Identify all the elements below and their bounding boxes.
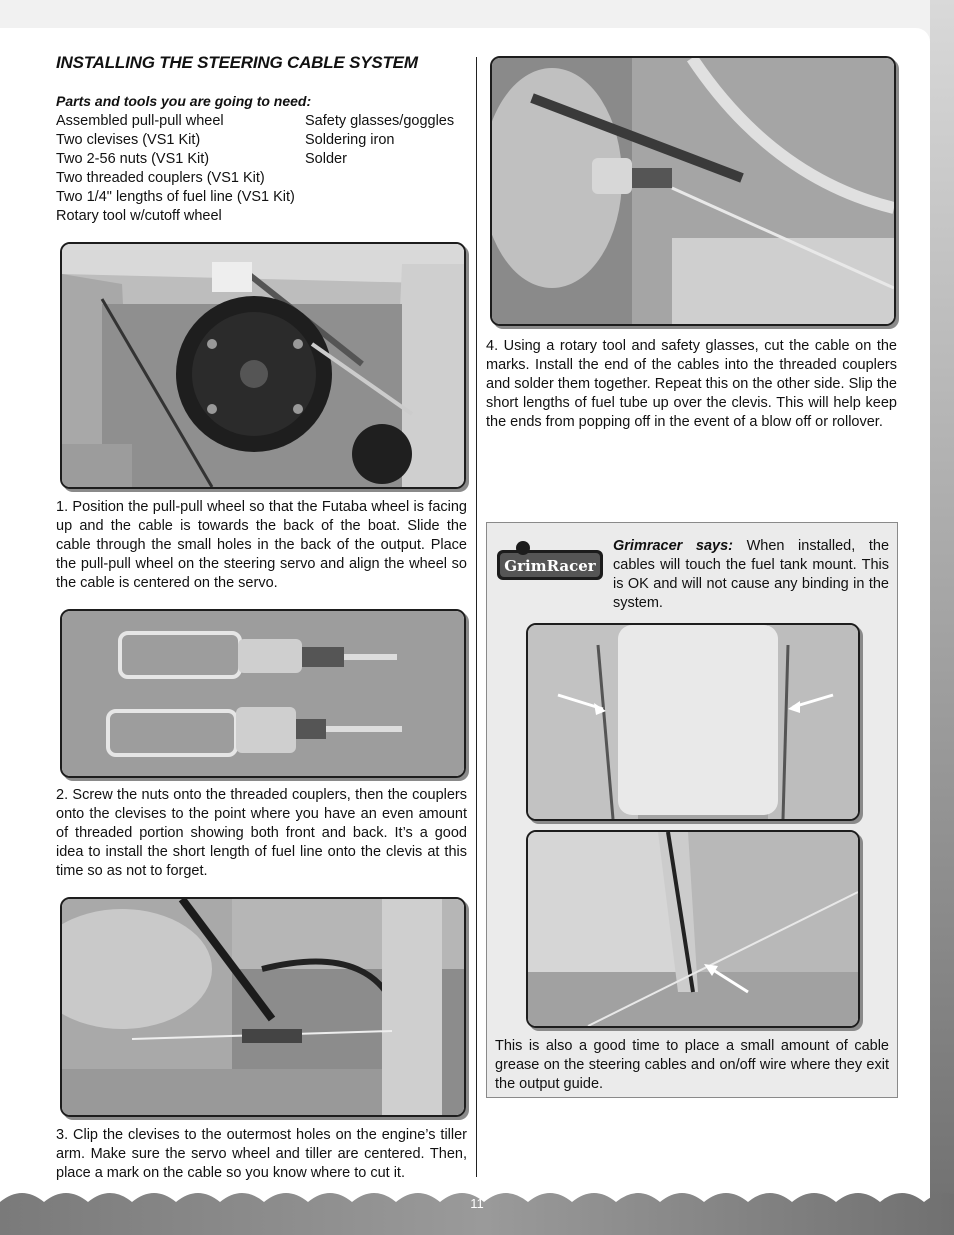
parts-row xyxy=(56,169,476,188)
photo-pull-pull-wheel xyxy=(60,242,466,489)
tool-item: Soldering iron xyxy=(305,132,395,148)
parts-row xyxy=(56,112,476,131)
tool-item: Safety glasses/goggles xyxy=(305,113,455,129)
step-4-text: 4. Using a rotary tool and safety glasses, cut the cable on the marks. Install the end of the cables into the threaded couplers and solder them together. Repeat this on the other side. Slip the short lengths of fuel tube up over the clevis. This will help keep the ends from popping off in the event of a blow off or rollover. xyxy=(486,338,897,430)
parts-row xyxy=(56,188,476,207)
column-divider xyxy=(476,57,477,1177)
tip-body: When installed, the cables will touch the fuel tank mount. This is OK and will not cause any binding in the system. xyxy=(613,538,890,611)
photo-marking-cable xyxy=(60,897,466,1117)
part-item: Assembled pull-pull wheel xyxy=(56,113,224,129)
logo-text: GrimRacer xyxy=(504,557,596,575)
grimracer-logo xyxy=(495,540,605,584)
parts-row xyxy=(56,207,476,226)
step-1-text: 1. Position the pull-pull wheel so that the Futaba wheel is facing up and the cable is towards the back of the boat. Slide the cable through the small holes in the back of the output. Place the pull-pull wheel on the steering servo and align the wheel so the cable is centered on the servo. xyxy=(56,499,467,591)
step-2-text: 2. Screw the nuts onto the threaded couplers, then the couplers onto the clevises to the point where you have an even amount of threaded portion showing both front and back. It’s a good idea to install the short length of fuel line onto the clevis at this time so as not to forget. xyxy=(56,787,467,879)
page-edge-shade xyxy=(930,0,954,1235)
step-3-text: 3. Clip the clevises to the outermost holes on the engine’s tiller arm. Make sure the servo wheel and tiller are centered. Then, place a mark on the cable so you know where to cut it. xyxy=(56,1127,467,1181)
tip-lead: Grimracer says: xyxy=(613,538,733,554)
parts-heading: Parts and tools you are going to need: xyxy=(56,93,312,109)
tip-text xyxy=(613,537,889,613)
section-title: INSTALLING THE STEERING CABLE SYSTEM xyxy=(56,53,418,72)
page-number: 11 xyxy=(470,1196,484,1211)
part-item: Two 2-56 nuts (VS1 Kit) xyxy=(56,151,210,167)
parts-row xyxy=(56,150,476,169)
tool-item: Solder xyxy=(305,151,347,167)
part-item: Two clevises (VS1 Kit) xyxy=(56,132,201,148)
photo-clevises xyxy=(60,609,466,778)
photo-soldered-coupler xyxy=(490,56,896,326)
part-item: Two 1/4" lengths of fuel line (VS1 Kit) xyxy=(56,189,295,205)
parts-list xyxy=(56,112,476,226)
tip-footer-text: This is also a good time to place a small amount of cable grease on the steering cables and on/off wire where they exit the output guide. xyxy=(495,1038,889,1092)
photo-cable-mount xyxy=(526,830,860,1028)
part-item: Rotary tool w/cutoff wheel xyxy=(56,208,222,224)
parts-row xyxy=(56,131,476,150)
part-item: Two threaded couplers (VS1 Kit) xyxy=(56,170,265,186)
photo-fuel-tank xyxy=(526,623,860,821)
